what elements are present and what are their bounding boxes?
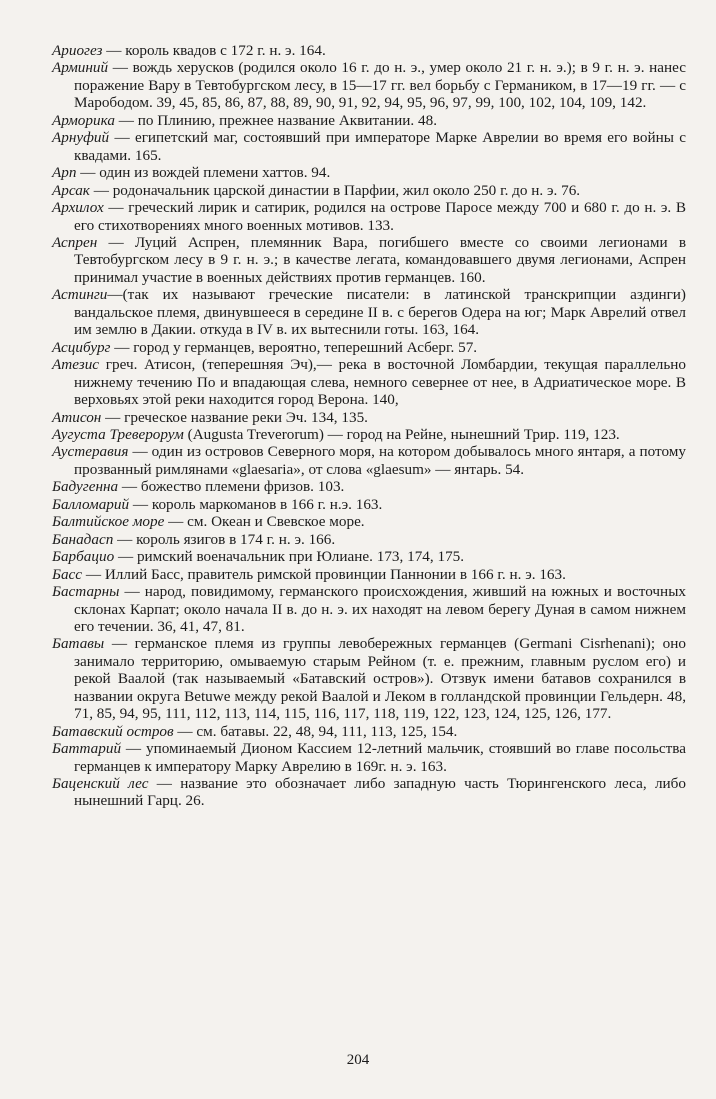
entry-definition: — германское племя из группы левобережных германцев (Germani Cisrhenani); оно занимало территорию, омываемую старым Рейном (т. е. прежним, главным руслом его) и рекой Ваалой (так называемый «Батавский остров»). Отзвук имени батавов сохранился в названии округа Betuwe между рекой Ваалой и Леком в голландской провинции Гельдерн. 48, 71, 85, 94, 95, 111, 112, 113, 114, 115, 116, 117, 118, 119, 122, 123, 124, 125, 126, 177. [74, 635, 686, 723]
entry-term: Банадасп [52, 530, 114, 548]
glossary-entry [52, 635, 686, 722]
entry-definition: — король маркоманов в 166 г. н.э. 163. [129, 495, 383, 513]
entry-definition: — см. батавы. 22, 48, 94, 111, 113, 125, 154. [173, 722, 458, 740]
glossary-entry [52, 339, 686, 356]
entry-term: Батавы [52, 635, 105, 653]
glossary-entry [52, 775, 686, 810]
entry-definition: (Augusta Treverorum) — город на Рейне, нынешний Трир. 119, 123. [183, 425, 620, 443]
glossary-entry [52, 286, 686, 338]
glossary-entry [52, 478, 686, 495]
glossary-entry [52, 426, 686, 443]
entry-term: Баценский лес [52, 775, 149, 793]
glossary-entry [52, 566, 686, 583]
entry-definition: — см. Океан и Свевское море. [164, 513, 365, 531]
glossary-entry [52, 129, 686, 164]
entry-definition: — римский военачальник при Юлиане. 173, 174, 175. [114, 548, 465, 566]
entry-definition: —(так их называют греческие писатели: в латинской транскрипции аздинги) вандальское племя, двинувшееся в середине II в. с берегов Одера на юг; Марк Аврелий отвел им землю в Дакии. откуда в IV в. их вытеснили готы. 163, 164. [74, 286, 686, 339]
entry-definition: греч. Атисон, (теперешняя Эч),— река в восточной Ломбардии, текущая параллельно нижнему течению По и впадающая слева, немного севернее от нее, в Адриатическое море. В верховьях этой реки находится город Верона. 140, [74, 356, 686, 409]
entry-term: Аспрен [52, 233, 98, 251]
entry-term: Арминий [52, 59, 109, 77]
entry-term: Арп [52, 164, 77, 182]
entry-definition: — один из вождей племени хаттов. 94. [76, 164, 331, 182]
entry-definition: — Иллий Басс, правитель римской провинции Паннонии в 166 г. н. э. 163. [82, 565, 566, 583]
entry-definition: — египетский маг, состоявший при императоре Марке Аврелии во время его войны с квадами. 165. [74, 129, 686, 164]
glossary-entry [52, 182, 686, 199]
entry-definition: — упоминаемый Дионом Кассием 12-летний мальчик, стоявший во главе посольства германцев к императору Марку Аврелию в 169г. н. э. 163. [74, 740, 686, 775]
page-number: 204 [346, 1052, 370, 1068]
entry-definition: — король язигов в 174 г. н. э. 166. [113, 530, 336, 548]
glossary-entry [52, 409, 686, 426]
entry-definition: — народ, повидимому, германского происхождения, живший на южных и восточных склонах Карпат; около начала II в. до н. э. их находят на левом берегу Дуная в самом нижнем его течении. 36, 41, 47, 81. [74, 583, 686, 635]
entry-term: Арсак [52, 181, 90, 199]
glossary-entry [52, 723, 686, 740]
entry-definition: — город у германцев, вероятно, теперешний Асберг. 57. [110, 338, 478, 356]
glossary-entry [52, 164, 686, 181]
entry-term: Басс [52, 565, 83, 583]
entry-definition: — вождь херусков (родился около 16 г. до н. э., умер около 21 г. н. э.); в 9 г. н. э. нанес поражение Вару в Тевтобургском лесу, в 15—17 гг. вел борьбу с Германиком, в 17—19 гг. — с Марободом. 39, 45, 85, 86, 87, 88, 89, 90, 91, 92, 94, 95, 96, 97, 99, 100, 102, 104, 109, 142. [74, 59, 686, 112]
entry-definition: — греческий лирик и сатирик, родился на острове Паросе между 700 и 680 г. до н. э. В его стихотворениях много военных мотивов. 133. [74, 199, 686, 234]
glossary-entry [52, 531, 686, 548]
glossary-entry [52, 443, 686, 478]
entry-term: Асцибург [52, 338, 111, 356]
entry-definition: — король квадов с 172 г. н. э. 164. [102, 42, 326, 59]
entry-term: Арморика [52, 111, 115, 129]
entry-term: Батавский остров [52, 722, 174, 740]
entry-term: Аугуста Треверорум [52, 425, 184, 443]
entry-term: Атисон [52, 408, 102, 426]
glossary-entry [52, 548, 686, 565]
glossary-entry [52, 740, 686, 775]
entry-term: Балломарий [52, 495, 130, 513]
glossary-entry [52, 199, 686, 234]
entry-definition: — один из островов Северного моря, на котором добывалось много янтаря, а потому прозванный римлянами «glaesaria», от слова «glaesum» — янтарь. 54. [74, 443, 686, 478]
entry-term: Ариогез [52, 42, 103, 59]
glossary-entry [52, 583, 686, 635]
entry-term: Аустеравия [52, 443, 129, 461]
glossary-entries [52, 42, 686, 810]
entry-term: Арнуфий [52, 129, 110, 147]
entry-term: Баттарий [52, 740, 122, 758]
entry-definition: — по Плинию, прежнее название Аквитании. 48. [114, 111, 437, 129]
glossary-entry [52, 356, 686, 408]
glossary-entry [52, 42, 686, 59]
entry-definition: — божество племени фризов. 103. [118, 478, 345, 496]
entry-definition: — название это обозначает либо западную часть Тюрингенского леса, либо нынешний Гарц. 26. [74, 775, 686, 810]
glossary-entry [52, 513, 686, 530]
entry-term: Атезис [52, 356, 100, 374]
glossary-entry [52, 59, 686, 111]
entry-definition: — родоначальник царской династии в Парфии, жил около 250 г. до н. э. 76. [89, 181, 581, 199]
glossary-entry [52, 234, 686, 286]
entry-term: Архилох [52, 199, 104, 217]
glossary-entry [52, 112, 686, 129]
entry-term: Барбацио [52, 548, 115, 566]
glossary-entry [52, 496, 686, 513]
entry-term: Бастарны [52, 583, 120, 601]
entry-definition: — Луций Аспрен, племянник Вара, погибшего вместе со своими легионами в Тевтобургском лесу в 9 г. н. э.; в качестве легата, командовавшего двумя легионами, Аспрен принимал участие в военных действиях против германцев. 160. [74, 233, 686, 286]
entry-term: Бадугенна [52, 478, 119, 496]
entry-term: Астинги [52, 286, 108, 304]
entry-term: Балтийское море [52, 513, 165, 531]
entry-definition: — греческое название реки Эч. 134, 135. [101, 408, 368, 426]
